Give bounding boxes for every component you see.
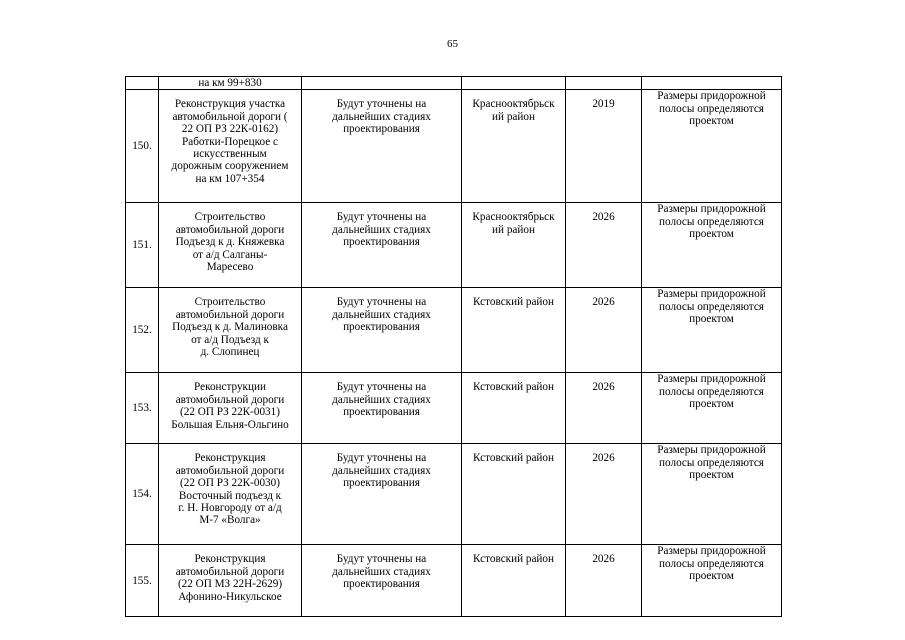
coordinates-line: дальнейших стадиях (332, 464, 431, 477)
row-number-cell: 155. (126, 545, 159, 617)
object-name-line: г. Н. Новгороду от а/д (178, 502, 282, 515)
district-cell (462, 444, 566, 545)
object-name-cell (159, 90, 302, 203)
coordinates-line: проектирования (343, 477, 420, 490)
object-name-cell (159, 545, 302, 617)
district-cell (462, 373, 566, 444)
coordinates-line: проектирования (343, 321, 420, 334)
district-line: Кстовский район (473, 381, 554, 394)
note-cell (642, 288, 782, 373)
note-cell (642, 545, 782, 617)
object-name-cell (159, 373, 302, 444)
object-name-cell (159, 444, 302, 545)
coordinates-cell (302, 77, 462, 90)
object-name-line: автомобильной дороги (175, 565, 285, 578)
note-line: полосы определяются (659, 300, 764, 313)
page-number: 65 (447, 38, 458, 50)
note-cell (642, 373, 782, 444)
coordinates-line: дальнейших стадиях (332, 565, 431, 578)
coordinates-line: Будут уточнены на (336, 211, 427, 224)
note-line: проектом (689, 228, 734, 241)
year-cell: 2026 (566, 545, 642, 617)
coordinates-cell (302, 545, 462, 617)
table-row (126, 444, 782, 545)
object-name-line: автомобильной дороги ( (172, 110, 288, 123)
coordinates-line: дальнейших стадиях (332, 110, 431, 123)
note-line: Размеры придорожной (657, 545, 766, 558)
object-name-line: М-7 «Волга» (199, 514, 261, 527)
row-number-cell: 154. (126, 444, 159, 545)
object-name-line: от а/д Салганы- (192, 248, 268, 261)
district-cell (462, 288, 566, 373)
object-name-line: (22 ОП РЗ 22К-0031) (180, 406, 280, 419)
district-line: Кстовский район (473, 553, 554, 566)
coordinates-line: Будут уточнены на (336, 553, 427, 566)
object-name-line: Восточный подъезд к (178, 489, 282, 502)
coordinates-line: проектирования (343, 123, 420, 136)
table-row (126, 373, 782, 444)
object-name-line: Реконструкции (194, 381, 266, 394)
coordinates-line: дальнейших стадиях (332, 393, 431, 406)
district-cell (462, 90, 566, 203)
coordinates-cell (302, 90, 462, 203)
object-name-line: Маресево (206, 261, 254, 274)
note-line: Размеры придорожной (657, 373, 766, 386)
object-name-line: Подъезд к д. Княжевка (175, 236, 285, 249)
note-line: проектом (689, 398, 734, 411)
table-row-continuation (126, 77, 782, 90)
note-cell (642, 203, 782, 288)
object-name-line: автомобильной дороги (175, 464, 285, 477)
district-line: Кстовский район (473, 296, 554, 309)
district-cell (462, 77, 566, 90)
coordinates-line: дальнейших стадиях (332, 223, 431, 236)
object-name-line: на км 99+830 (198, 77, 262, 89)
road-objects-table (125, 76, 782, 617)
row-number-cell: 151. (126, 203, 159, 288)
object-name-cell (159, 288, 302, 373)
object-name-line: автомобильной дороги (175, 223, 285, 236)
note-line: проектом (689, 313, 734, 326)
year-cell: 2026 (566, 203, 642, 288)
note-line: Размеры придорожной (657, 203, 766, 216)
district-line: Краснооктябрьск (472, 211, 555, 224)
district-line: ий район (492, 110, 535, 123)
object-name-line: Реконструкция (194, 452, 266, 465)
object-name-line: (22 ОП МЗ 22Н-2629) (177, 578, 283, 591)
table-row (126, 90, 782, 203)
object-name-line: (22 ОП РЗ 22К-0030) (180, 477, 280, 490)
district-cell (462, 545, 566, 617)
note-line: Размеры придорожной (657, 288, 766, 301)
note-line: проектом (689, 469, 734, 482)
table-row (126, 203, 782, 288)
note-cell (642, 444, 782, 545)
coordinates-line: Будут уточнены на (336, 381, 427, 394)
year-cell (566, 77, 642, 90)
object-name-line: д. Слопинец (200, 346, 260, 359)
object-name-line: Реконструкция участка (174, 98, 286, 111)
note-line: полосы определяются (659, 456, 764, 469)
note-line: Размеры придорожной (657, 90, 766, 103)
note-cell (642, 77, 782, 90)
object-name-line: Подъезд к д. Малиновка (172, 321, 288, 334)
year-cell: 2026 (566, 444, 642, 545)
object-name-line: Строительство (194, 296, 266, 309)
note-line: проектом (689, 115, 734, 128)
district-line: Кстовский район (473, 452, 554, 465)
object-name-line: Афонино-Никульское (178, 590, 282, 603)
note-line: Размеры придорожной (657, 444, 766, 457)
district-line: ий район (492, 223, 535, 236)
coordinates-line: Будут уточнены на (336, 452, 427, 465)
coordinates-line: проектирования (343, 406, 420, 419)
note-line: проектом (689, 570, 734, 583)
table-row (126, 545, 782, 617)
district-cell (462, 203, 566, 288)
coordinates-line: проектирования (343, 578, 420, 591)
coordinates-cell (302, 203, 462, 288)
note-line: полосы определяются (659, 215, 764, 228)
object-name-line: автомобильной дороги (175, 393, 285, 406)
object-name-cell (159, 203, 302, 288)
note-line: полосы определяются (659, 557, 764, 570)
object-name-line: Работки-Порецкое с (182, 135, 278, 148)
row-number-cell: 152. (126, 288, 159, 373)
object-name-line: 22 ОП РЗ 22К-0162) (181, 123, 279, 136)
year-cell: 2019 (566, 90, 642, 203)
coordinates-line: дальнейших стадиях (332, 308, 431, 321)
coordinates-line: проектирования (343, 236, 420, 249)
object-name-cell (159, 77, 302, 90)
object-name-line: Большая Ельня-Ольгино (171, 418, 289, 431)
object-name-line: Строительство (194, 211, 266, 224)
coordinates-line: Будут уточнены на (336, 296, 427, 309)
object-name-line: на км 107+354 (195, 172, 265, 185)
note-line: полосы определяются (659, 385, 764, 398)
coordinates-cell (302, 373, 462, 444)
object-name-line: Реконструкция (194, 553, 266, 566)
row-number-cell: 150. (126, 90, 159, 203)
object-name-line: искусственным (193, 148, 267, 161)
object-name-line: автомобильной дороги (175, 308, 285, 321)
year-cell: 2026 (566, 373, 642, 444)
coordinates-cell (302, 444, 462, 545)
object-name-line: дорожным сооружением (171, 160, 289, 173)
object-name-line: от а/д Подъезд к (191, 333, 269, 346)
table-row (126, 288, 782, 373)
note-cell (642, 90, 782, 203)
district-line: Краснооктябрьск (472, 98, 555, 111)
year-cell: 2026 (566, 288, 642, 373)
row-number-cell (126, 77, 159, 90)
note-line: полосы определяются (659, 102, 764, 115)
row-number-cell: 153. (126, 373, 159, 444)
coordinates-line: Будут уточнены на (336, 98, 427, 111)
coordinates-cell (302, 288, 462, 373)
